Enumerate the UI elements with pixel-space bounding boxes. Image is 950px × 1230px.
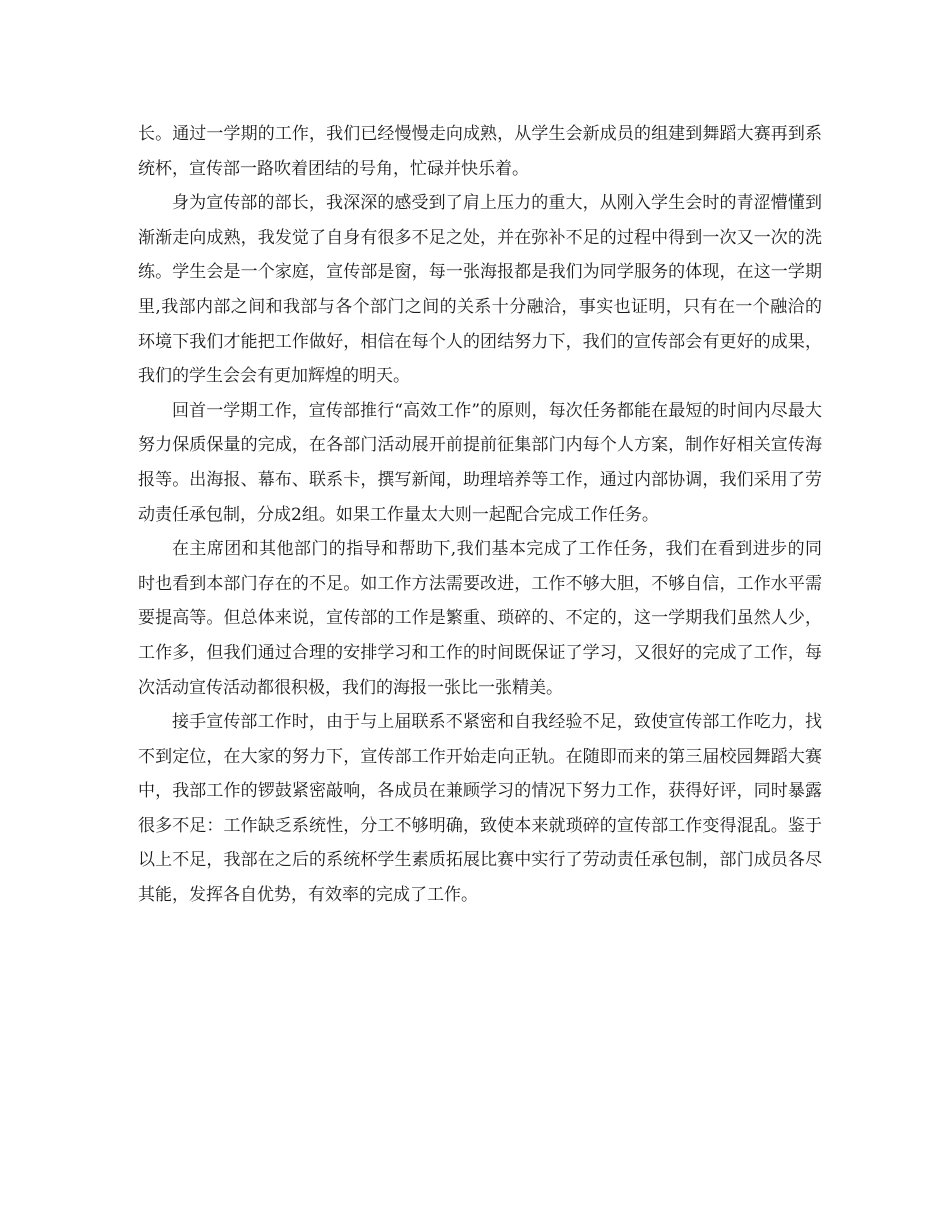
paragraph-5: 接手宣传部工作时，由于与上届联系不紧密和自我经验不足，致使宣传部工作吃力，找不到定位，在大家的努力下，宣传部工作开始走向正轨。在随即而来的第三届校园舞蹈大赛中，我部工作的锣鼓紧密敲响，各成员在兼顾学习的情况下努力工作，获得好评，同时暴露很多不足：工作缺乏系统性，分工不够明确，致使本来就琐碎的宣传部工作变得混乱。鉴于以上不足，我部在之后的系统杯学生素质拓展比赛中实行了劳动责任承包制，部门成员各尽其能，发挥各自优势，有效率的完成了工作。 [138,712,822,906]
paragraph-2: 身为宣传部的部长，我深深的感受到了肩上压力的重大，从刚入学生会时的青涩懵懂到渐渐走向成熟，我发觉了自身有很多不足之处，并在弥补不足的过程中得到一次又一次的洗练。学生会是一个家庭，宣传部是窗，每一张海报都是我们为同学服务的体现，在这一学期里,我部内部之间和我部与各个部门之间的关系十分融洽，事实也证明，只有在一个融洽的环境下我们才能把工作做好，相信在每个人的团结努力下，我们的宣传部会有更好的成果，我们的学生会会有更加辉煌的明天。 [138,193,822,387]
paragraph-1: 长。通过一学期的工作，我们已经慢慢走向成熟，从学生会新成员的组建到舞蹈大赛再到系统杯，宣传部一路吹着团结的号角，忙碌并快乐着。 [138,124,822,179]
document-body [138,117,822,913]
paragraph-4: 在主席团和其他部门的指导和帮助下,我们基本完成了工作任务，我们在看到进步的同时也看到本部门存在的不足。如工作方法需要改进，工作不够大胆，不够自信，工作水平需要提高等。但总体来说，宣传部的工作是繁重、琐碎的、不定的，这一学期我们虽然人少，工作多，但我们通过合理的安排学习和工作的时间既保证了学习，又很好的完成了工作，每次活动宣传活动都很积极，我们的海报一张比一张精美。 [138,539,822,698]
paragraph-3: 回首一学期工作，宣传部推行“高效工作”的原则，每次任务都能在最短的时间内尽最大努力保质保量的完成，在各部门活动展开前提前征集部门内每个人方案，制作好相关宣传海报等。出海报、幕布、联系卡，撰写新闻，助理培养等工作，通过内部协调，我们采用了劳动责任承包制，分成2组。如果工作量太大则一起配合完成工作任务。 [138,400,822,525]
